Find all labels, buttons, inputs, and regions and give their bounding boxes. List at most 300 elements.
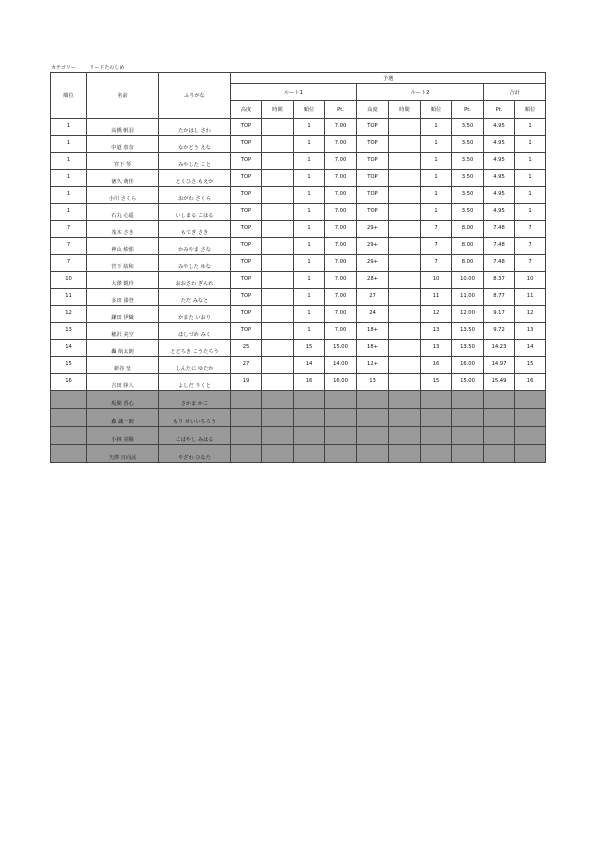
empty-cell — [389, 445, 421, 463]
r2-time-cell — [389, 221, 421, 238]
header-r1-height: 高度 — [231, 101, 262, 119]
table-row — [51, 119, 546, 136]
r1-time-cell — [262, 119, 294, 136]
r1-pt-cell: 7.00 — [325, 170, 357, 187]
empty-cell — [325, 427, 357, 445]
r2-place-cell: 11 — [421, 289, 452, 306]
empty-cell — [357, 445, 389, 463]
r2-height-cell: TOP — [357, 119, 389, 136]
total-pt-cell: 4.95 — [484, 187, 515, 204]
r2-pt-cell: 8.00 — [452, 238, 484, 255]
empty-cell — [231, 391, 262, 409]
total-pt-cell: 8.77 — [484, 289, 515, 306]
table-row-absent — [51, 391, 546, 409]
rank-cell: 1 — [51, 187, 87, 204]
r2-height-cell: 27 — [357, 289, 389, 306]
r2-time-cell — [389, 374, 421, 391]
table-row — [51, 238, 546, 255]
r1-time-cell — [262, 340, 294, 357]
r1-pt-cell: 7.00 — [325, 204, 357, 221]
r1-place-cell: 15 — [294, 340, 325, 357]
empty-cell — [452, 409, 484, 427]
total-pt-cell: 9.72 — [484, 323, 515, 340]
r1-height-cell: TOP — [231, 119, 262, 136]
r2-place-cell: 1 — [421, 119, 452, 136]
empty-cell — [389, 391, 421, 409]
r1-time-cell — [262, 153, 294, 170]
r1-place-cell: 1 — [294, 136, 325, 153]
empty-cell — [231, 427, 262, 445]
empty-cell — [421, 391, 452, 409]
category-line — [51, 64, 136, 71]
total-place-cell: 1 — [515, 204, 546, 221]
table-row — [51, 323, 546, 340]
r2-pt-cell: 3.50 — [452, 204, 484, 221]
kana-cell: さかま かこ — [159, 391, 231, 409]
total-place-cell: 1 — [515, 136, 546, 153]
total-pt-cell: 4.95 — [484, 119, 515, 136]
name-cell: 轟 航太朗 — [87, 340, 159, 357]
r2-height-cell: 29+ — [357, 255, 389, 272]
total-place-cell: 7 — [515, 238, 546, 255]
kana-cell: こばやし みはる — [159, 427, 231, 445]
r1-height-cell: 19 — [231, 374, 262, 391]
r1-time-cell — [262, 323, 294, 340]
kana-cell: たかはし さわ — [159, 119, 231, 136]
kana-cell: ただ みなと — [159, 289, 231, 306]
r2-time-cell — [389, 255, 421, 272]
r1-time-cell — [262, 170, 294, 187]
header-r1-place: 順位 — [294, 101, 325, 119]
r1-time-cell — [262, 238, 294, 255]
kana-cell: よしだ りくと — [159, 374, 231, 391]
r1-height-cell: TOP — [231, 153, 262, 170]
total-place-cell: 7 — [515, 255, 546, 272]
r1-pt-cell: 7.00 — [325, 255, 357, 272]
table-row — [51, 204, 546, 221]
empty-cell — [484, 391, 515, 409]
r1-pt-cell: 7.00 — [325, 187, 357, 204]
r2-time-cell — [389, 119, 421, 136]
total-pt-cell: 14.23 — [484, 340, 515, 357]
empty-cell — [325, 409, 357, 427]
r2-place-cell: 12 — [421, 306, 452, 323]
empty-cell — [389, 427, 421, 445]
name-cell: 坂間 香心 — [87, 391, 159, 409]
r1-time-cell — [262, 221, 294, 238]
results-table — [50, 72, 546, 463]
name-cell: 鎌田 伊織 — [87, 306, 159, 323]
total-pt-cell: 4.95 — [484, 136, 515, 153]
r2-time-cell — [389, 289, 421, 306]
empty-cell — [294, 409, 325, 427]
empty-cell — [452, 427, 484, 445]
rank-cell — [51, 427, 87, 445]
r2-pt-cell: 13.50 — [452, 340, 484, 357]
r2-place-cell: 1 — [421, 170, 452, 187]
total-pt-cell: 4.95 — [484, 170, 515, 187]
kana-cell: おおさわ ぎんれ — [159, 272, 231, 289]
kana-cell: とくひさ もえか — [159, 170, 231, 187]
table-row — [51, 374, 546, 391]
header-qualifying: 予選 — [231, 73, 546, 84]
rank-cell: 10 — [51, 272, 87, 289]
total-place-cell: 1 — [515, 153, 546, 170]
rank-cell — [51, 409, 87, 427]
r2-height-cell: TOP — [357, 204, 389, 221]
kana-cell: かみやま さな — [159, 238, 231, 255]
header-r2-pt: Pt. — [452, 101, 484, 119]
r1-height-cell: 25 — [231, 340, 262, 357]
r2-place-cell: 1 — [421, 187, 452, 204]
r1-pt-cell: 7.00 — [325, 119, 357, 136]
r1-height-cell: TOP — [231, 323, 262, 340]
r1-pt-cell: 7.00 — [325, 221, 357, 238]
empty-cell — [484, 445, 515, 463]
empty-cell — [294, 427, 325, 445]
total-place-cell: 1 — [515, 119, 546, 136]
r1-height-cell: TOP — [231, 136, 262, 153]
r1-place-cell: 1 — [294, 323, 325, 340]
name-cell: 新谷 皇 — [87, 357, 159, 374]
header-r1-time: 時間 — [262, 101, 294, 119]
empty-cell — [294, 445, 325, 463]
r2-height-cell: 13 — [357, 374, 389, 391]
header-total: 合計 — [484, 84, 546, 101]
r1-place-cell: 1 — [294, 221, 325, 238]
empty-cell — [421, 427, 452, 445]
empty-cell — [452, 445, 484, 463]
r2-place-cell: 15 — [421, 374, 452, 391]
r1-time-cell — [262, 374, 294, 391]
r2-place-cell: 13 — [421, 340, 452, 357]
header-r2-time: 時間 — [389, 101, 421, 119]
r1-pt-cell: 7.00 — [325, 272, 357, 289]
category-value: リードたのしめ — [89, 65, 125, 71]
r1-pt-cell: 7.00 — [325, 136, 357, 153]
kana-cell: もてぎ さき — [159, 221, 231, 238]
r2-pt-cell: 3.50 — [452, 119, 484, 136]
name-cell: 多田 湊登 — [87, 289, 159, 306]
kana-cell: やざわ ひなた — [159, 445, 231, 463]
results-body — [51, 119, 546, 463]
r1-height-cell: TOP — [231, 289, 262, 306]
total-pt-cell: 4.95 — [484, 204, 515, 221]
rank-cell: 1 — [51, 204, 87, 221]
r1-place-cell: 1 — [294, 153, 325, 170]
empty-cell — [421, 445, 452, 463]
r2-height-cell: 18+ — [357, 323, 389, 340]
r1-height-cell: TOP — [231, 221, 262, 238]
kana-cell: みやした ゆな — [159, 255, 231, 272]
header-rank: 順位 — [51, 73, 87, 119]
empty-cell — [262, 409, 294, 427]
rank-cell: 15 — [51, 357, 87, 374]
total-place-cell: 1 — [515, 170, 546, 187]
r1-place-cell: 1 — [294, 272, 325, 289]
r1-height-cell: TOP — [231, 238, 262, 255]
r2-time-cell — [389, 272, 421, 289]
r2-pt-cell: 13.50 — [452, 323, 484, 340]
kana-cell: みやした こと — [159, 153, 231, 170]
header-total-place: 順位 — [515, 101, 546, 119]
total-pt-cell: 4.95 — [484, 153, 515, 170]
r1-time-cell — [262, 357, 294, 374]
empty-cell — [294, 391, 325, 409]
r1-pt-cell: 16.00 — [325, 374, 357, 391]
r2-place-cell: 10 — [421, 272, 452, 289]
r1-height-cell: TOP — [231, 272, 262, 289]
total-place-cell: 7 — [515, 221, 546, 238]
header-total-pt: Pt. — [484, 101, 515, 119]
kana-cell: いしまる こはる — [159, 204, 231, 221]
r1-place-cell: 1 — [294, 289, 325, 306]
header-kana: ふりがな — [159, 73, 231, 119]
header-r2-height: 高度 — [357, 101, 389, 119]
r1-time-cell — [262, 306, 294, 323]
table-row — [51, 170, 546, 187]
empty-cell — [231, 445, 262, 463]
header-r2-place: 順位 — [421, 101, 452, 119]
r2-pt-cell: 10.00 — [452, 272, 484, 289]
header-route1: ルート1 — [231, 84, 357, 101]
r1-pt-cell: 7.00 — [325, 289, 357, 306]
r2-height-cell: 29+ — [357, 238, 389, 255]
r2-time-cell — [389, 323, 421, 340]
r2-height-cell: TOP — [357, 136, 389, 153]
r2-time-cell — [389, 187, 421, 204]
r2-time-cell — [389, 306, 421, 323]
rank-cell: 1 — [51, 170, 87, 187]
r2-pt-cell: 12.00 — [452, 306, 484, 323]
kana-cell: とどろき こうたろう — [159, 340, 231, 357]
total-place-cell: 15 — [515, 357, 546, 374]
total-pt-cell: 7.48 — [484, 238, 515, 255]
r1-time-cell — [262, 255, 294, 272]
r1-time-cell — [262, 204, 294, 221]
empty-cell — [231, 409, 262, 427]
total-place-cell: 10 — [515, 272, 546, 289]
table-row — [51, 357, 546, 374]
name-cell: 吉田 陸人 — [87, 374, 159, 391]
r1-height-cell: TOP — [231, 204, 262, 221]
name-cell: 森 誠一朗 — [87, 409, 159, 427]
rank-cell: 1 — [51, 153, 87, 170]
header-r1-pt: Pt. — [325, 101, 357, 119]
r2-pt-cell: 3.50 — [452, 136, 484, 153]
empty-cell — [262, 391, 294, 409]
r2-pt-cell: 11.00 — [452, 289, 484, 306]
table-row-absent — [51, 409, 546, 427]
name-cell: 大澤 銀玲 — [87, 272, 159, 289]
empty-cell — [515, 391, 546, 409]
total-pt-cell: 8.37 — [484, 272, 515, 289]
r1-height-cell: TOP — [231, 170, 262, 187]
r2-height-cell: 24 — [357, 306, 389, 323]
name-cell: 矢澤 日向汰 — [87, 445, 159, 463]
r2-height-cell: TOP — [357, 187, 389, 204]
rank-cell: 7 — [51, 221, 87, 238]
table-row — [51, 136, 546, 153]
r2-place-cell: 1 — [421, 153, 452, 170]
table-row — [51, 272, 546, 289]
r1-time-cell — [262, 187, 294, 204]
r2-time-cell — [389, 238, 421, 255]
name-cell: 神山 紗那 — [87, 238, 159, 255]
empty-cell — [515, 445, 546, 463]
r2-pt-cell: 16.00 — [452, 357, 484, 374]
r2-height-cell: 28+ — [357, 272, 389, 289]
r1-pt-cell: 15.00 — [325, 340, 357, 357]
table-row — [51, 187, 546, 204]
r1-place-cell: 1 — [294, 255, 325, 272]
total-pt-cell: 9.17 — [484, 306, 515, 323]
kana-cell: なかどう えな — [159, 136, 231, 153]
kana-cell: ほしづめ みく — [159, 323, 231, 340]
empty-cell — [357, 391, 389, 409]
empty-cell — [262, 427, 294, 445]
total-place-cell: 12 — [515, 306, 546, 323]
r2-time-cell — [389, 153, 421, 170]
empty-cell — [325, 391, 357, 409]
kana-cell: もり せいいちろう — [159, 409, 231, 427]
r2-height-cell: 29+ — [357, 221, 389, 238]
r2-place-cell: 1 — [421, 136, 452, 153]
category-label: カテゴリー — [51, 65, 76, 71]
total-pt-cell: 7.48 — [484, 255, 515, 272]
r1-height-cell: TOP — [231, 187, 262, 204]
total-place-cell: 11 — [515, 289, 546, 306]
r2-place-cell: 7 — [421, 221, 452, 238]
empty-cell — [515, 427, 546, 445]
table-row — [51, 289, 546, 306]
r2-place-cell: 16 — [421, 357, 452, 374]
r1-place-cell: 16 — [294, 374, 325, 391]
r1-time-cell — [262, 136, 294, 153]
r2-place-cell: 13 — [421, 323, 452, 340]
r2-pt-cell: 3.50 — [452, 170, 484, 187]
r1-pt-cell: 7.00 — [325, 306, 357, 323]
r2-place-cell: 7 — [421, 255, 452, 272]
empty-cell — [515, 409, 546, 427]
r2-place-cell: 7 — [421, 238, 452, 255]
name-cell: 高橋 帆羽 — [87, 119, 159, 136]
total-place-cell: 14 — [515, 340, 546, 357]
r2-height-cell: TOP — [357, 170, 389, 187]
rank-cell: 1 — [51, 136, 87, 153]
empty-cell — [262, 445, 294, 463]
r1-pt-cell: 7.00 — [325, 323, 357, 340]
total-pt-cell: 14.97 — [484, 357, 515, 374]
r2-pt-cell: 3.50 — [452, 187, 484, 204]
r2-time-cell — [389, 204, 421, 221]
r1-time-cell — [262, 289, 294, 306]
total-place-cell: 1 — [515, 187, 546, 204]
name-cell: 茂木 さき — [87, 221, 159, 238]
r2-pt-cell: 15.00 — [452, 374, 484, 391]
rank-cell: 16 — [51, 374, 87, 391]
name-cell: 中道 恵奈 — [87, 136, 159, 153]
rank-cell: 14 — [51, 340, 87, 357]
empty-cell — [452, 391, 484, 409]
name-cell: 石丸 心遥 — [87, 204, 159, 221]
table-row — [51, 153, 546, 170]
header-name: 名前 — [87, 73, 159, 119]
r2-time-cell — [389, 170, 421, 187]
r1-time-cell — [262, 272, 294, 289]
rank-cell: 7 — [51, 238, 87, 255]
kana-cell: しんたに ゆたか — [159, 357, 231, 374]
total-pt-cell: 7.48 — [484, 221, 515, 238]
r1-place-cell: 14 — [294, 357, 325, 374]
empty-cell — [389, 409, 421, 427]
empty-cell — [421, 409, 452, 427]
r1-height-cell: 27 — [231, 357, 262, 374]
kana-cell: おがわ さくら — [159, 187, 231, 204]
table-row-absent — [51, 445, 546, 463]
r2-pt-cell: 8.00 — [452, 255, 484, 272]
name-cell: 穂沢 美空 — [87, 323, 159, 340]
r1-height-cell: TOP — [231, 306, 262, 323]
r2-time-cell — [389, 357, 421, 374]
r1-pt-cell: 7.00 — [325, 153, 357, 170]
table-row — [51, 340, 546, 357]
rank-cell: 12 — [51, 306, 87, 323]
table-row — [51, 221, 546, 238]
r2-pt-cell: 3.50 — [452, 153, 484, 170]
r2-place-cell: 1 — [421, 204, 452, 221]
rank-cell: 11 — [51, 289, 87, 306]
empty-cell — [325, 445, 357, 463]
rank-cell: 13 — [51, 323, 87, 340]
r1-place-cell: 1 — [294, 306, 325, 323]
r1-place-cell: 1 — [294, 187, 325, 204]
table-row — [51, 306, 546, 323]
r1-pt-cell: 7.00 — [325, 238, 357, 255]
rank-cell — [51, 391, 87, 409]
r1-place-cell: 1 — [294, 119, 325, 136]
empty-cell — [484, 409, 515, 427]
total-place-cell: 16 — [515, 374, 546, 391]
table-row — [51, 255, 546, 272]
header-route2: ルート2 — [357, 84, 484, 101]
table-row-absent — [51, 427, 546, 445]
empty-cell — [357, 427, 389, 445]
r2-time-cell — [389, 136, 421, 153]
empty-cell — [484, 427, 515, 445]
empty-cell — [357, 409, 389, 427]
rank-cell: 7 — [51, 255, 87, 272]
r1-height-cell: TOP — [231, 255, 262, 272]
total-pt-cell: 15.49 — [484, 374, 515, 391]
r2-height-cell: 12+ — [357, 357, 389, 374]
r1-place-cell: 1 — [294, 204, 325, 221]
kana-cell: かまた いおり — [159, 306, 231, 323]
r1-pt-cell: 14.00 — [325, 357, 357, 374]
rank-cell — [51, 445, 87, 463]
r1-place-cell: 1 — [294, 238, 325, 255]
r2-height-cell: TOP — [357, 153, 389, 170]
name-cell: 徳久 萌佳 — [87, 170, 159, 187]
r1-place-cell: 1 — [294, 170, 325, 187]
total-place-cell: 13 — [515, 323, 546, 340]
name-cell: 小林 美陽 — [87, 427, 159, 445]
r2-pt-cell: 8.00 — [452, 221, 484, 238]
name-cell: 小川 さくら — [87, 187, 159, 204]
rank-cell: 1 — [51, 119, 87, 136]
r2-time-cell — [389, 340, 421, 357]
r2-height-cell: 18+ — [357, 340, 389, 357]
